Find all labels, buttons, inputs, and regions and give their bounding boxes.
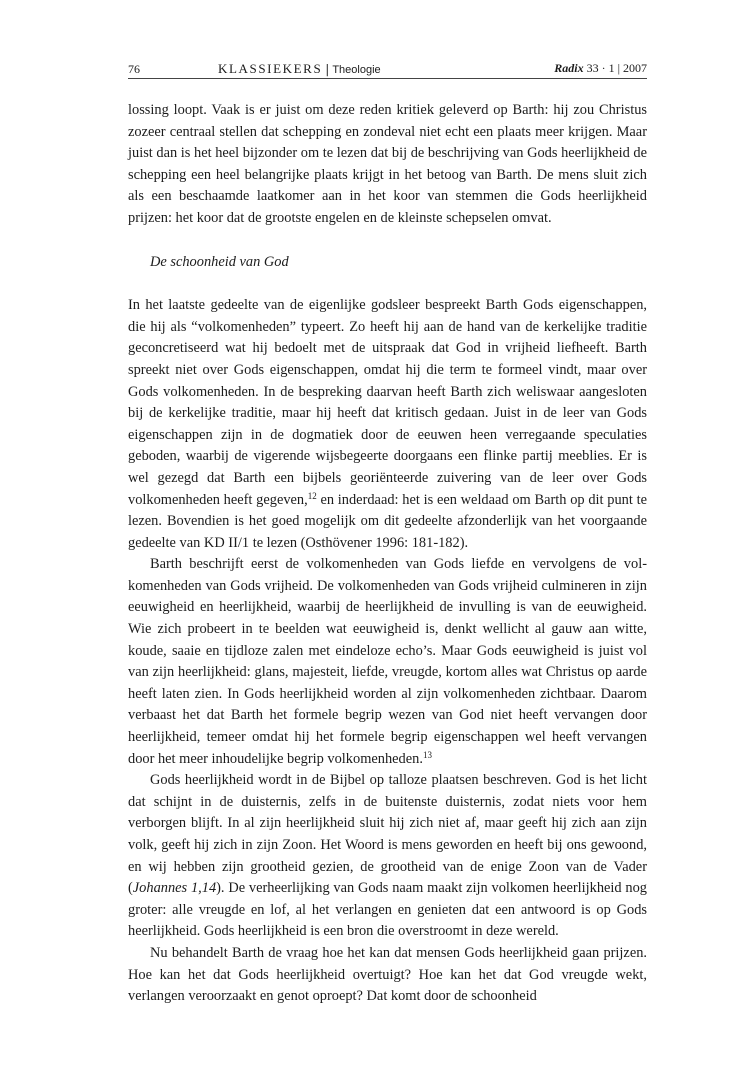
paragraph-2 — [128, 295, 647, 554]
paragraph-2-text-b: en inderdaad: het is een weldaad om Barth op dit punt te lezen. Bovendien is het goed mogelijk om dit gedeelte afzonderlijk van het voorgaande gedeelte van — [128, 491, 647, 551]
footnote-marker-13: 13 — [422, 749, 432, 760]
paragraph-2-text-a: In het laatste gedeelte van de eigenlijke godsleer bespreekt Barth Gods eigenschappen, die hij als “volkomenheden” typeert. Zo heeft hij aan de hand van de kerkelijke traditie geconcretiseerd wat hij bedoelt met de uitspraak dat God in vrijheid liefheeft. Barth spreekt niet over Gods eigenschappen, omdat hij die term te formeel vindt, maar over Gods volkomenheden. In de bespreking daarvan heeft Barth zich weliswaar aangesloten bij de kerkelijke traditie, maar hij heeft dat kritisch gedaan. Juist in de leer van Gods eigenschappen zijn in de dogmatiek door de eeuwen heen verregaande speculaties geboden, waarbij de vigerende wijsbegeerte doorgaans een flinke partij meeblies. Er is wel gezegd dat Barth een bijbels georiënteerde zuivering van de leer over Gods volkomenheden heeft gegeven, — [128, 297, 647, 508]
article-body — [128, 100, 647, 1008]
paragraph-3 — [128, 554, 647, 770]
paragraph-4-text-b: ). De verheerlijking van Gods naam maakt zijn volkomen heerlijkheid nog groter: alle vreugde en lof, al het verlangen en genieten dat een antwoord is op Gods heerlijkheid. Gods heerlijkheid is een bron die overstroomt in deze wereld. — [128, 880, 647, 940]
paragraph-2-text-c: te lezen (Osthövener 1996: 181-182). — [249, 534, 469, 551]
kd-reference: KD II/1 — [203, 534, 250, 551]
paragraph-4 — [128, 770, 647, 943]
journal-info — [554, 61, 647, 76]
paragraph-5: Nu behandelt Barth de vraag hoe het kan dat mensen Gods heerlijkheid gaan prijzen. Hoe kan het dat Gods heerlijkheid overtuigt? Hoe kan het dat God vreugde wekt, verlangen veroorzaakt en genot oproept? Dat komt door de schoonheid — [128, 944, 647, 1005]
series-title: KLASSIEKERS — [218, 61, 323, 76]
page-number: 76 — [128, 62, 140, 76]
running-header — [128, 60, 647, 79]
section-title: Theologie — [332, 64, 381, 76]
journal-name: Radix — [554, 61, 584, 75]
footnote-marker-12: 12 — [307, 490, 317, 501]
bible-reference: Johannes 1,14 — [132, 880, 217, 897]
paragraph-1: lossing loopt. Vaak is er juist om deze reden kritiek geleverd op Barth: hij zou Christus zozeer centraal stellen dat schepping en zondeval niet echt een plaats meer krijgen. Maar juist dan is het heel bijzonder om te lezen dat bij de beschrijving van Gods heerlijkheid de schepping een heel belangrijke plaats krijgt in het betoog van Barth. De mens sluit zich als een beschaamde laatkomer aan in het koor van stemmen die Gods heerlijkheid prijzen: het koor dat de grootste engelen en de kleinste schepselen omvat. — [128, 102, 647, 226]
paragraph-3-text: Barth beschrijft eerst de volkomenheden van Gods liefde en vervolgens de volkomenheden van Gods vrijheid. De volkomenheden van Gods vrijheid culmineren in zijn eeuwigheid en heerlijkheid, waarbij de heerlijkheid de invulling is van de eeuwigheid. Wie zich probeert in te beelden wat eeuwigheid is, denkt wellicht al gauw aan witte, koude, saaie en tijdloze zalen met eindeloze echo’s. Maar Gods eeuwigheid is juist vol van zijn heerlijkheid: glans, majesteit, liefde, vreugde, kortom alles wat Christus op aarde heeft laten zien. In Gods heerlijkheid worden al zijn volkomenheden zichtbaar. Daarom verbaast het dat Barth het formele begrip wezen van God niet heeft vervangen door heerlijkheid, temeer omdat hij het formele begrip eigenschappen wel heeft vervangen door het meer inhoudelijke begrip volkomenheden. — [128, 556, 647, 767]
header-section-label — [218, 61, 381, 77]
header-separator: | — [325, 62, 330, 76]
paragraph-4-text-a: Gods heerlijkheid wordt in de Bijbel op talloze plaatsen beschreven. God is het licht dat schijnt in de duisternis, zelfs in de buitenste duisternis, zodat niets voor hem verborgen blijft. In al zijn heerlijkheid sluit hij zich niet af, maar geeft hij zich aan zijn volk, geeft hij zich in zijn Zoon. Het Woord is mens geworden en heeft bij ons gewoond, en wij hebben zijn grootheid gezien, de grootheid van de enige Zoon van de Vader ( — [128, 772, 647, 897]
issue-info: 33 · 1 | 2007 — [586, 61, 647, 75]
section-heading: De schoonheid van God — [150, 253, 289, 270]
